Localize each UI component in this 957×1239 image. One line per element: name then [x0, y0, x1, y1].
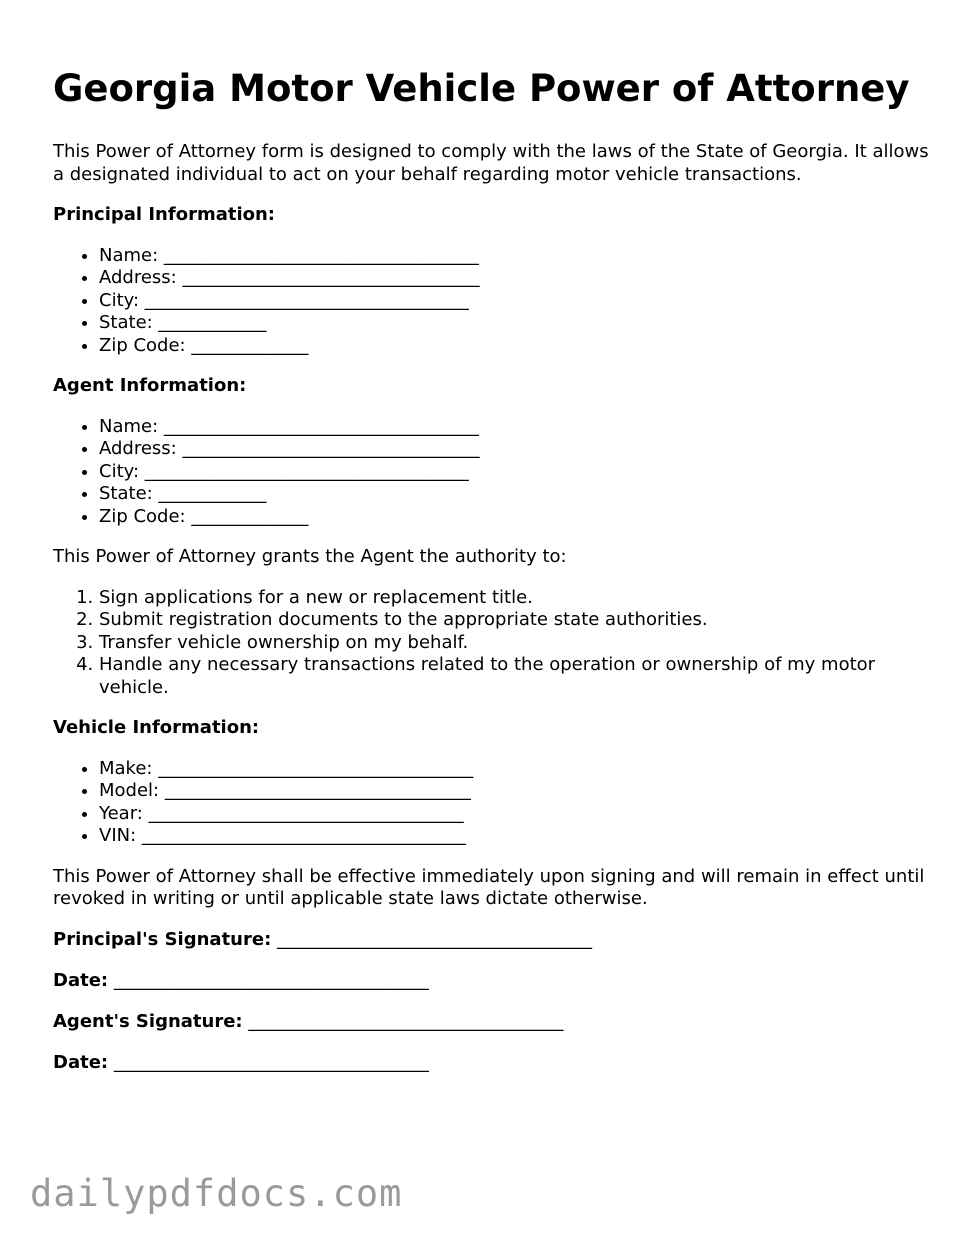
- principal-heading: Principal Information:: [53, 204, 276, 225]
- principal-city-field: • City: ____________________________________: [99, 290, 933, 313]
- vehicle-model-field: • Model: __________________________________: [99, 780, 933, 803]
- agent-address-field: • Address: _________________________________: [99, 438, 933, 461]
- principal-fields: [53, 245, 933, 358]
- agent-signature-line: [53, 1011, 933, 1034]
- principal-date-label: Date:: [53, 969, 109, 991]
- agent-fields: [53, 416, 933, 529]
- authority-list: [53, 587, 933, 700]
- authority-item: 3. Transfer vehicle ownership on my behalf.: [99, 632, 933, 655]
- agent-date-label: Date:: [53, 1051, 109, 1073]
- principal-state-field: • State: ____________: [99, 312, 933, 335]
- agent-city-field: • City: ____________________________________: [99, 461, 933, 484]
- agent-heading: Agent Information:: [53, 375, 247, 396]
- authority-item: 1. Sign applications for a new or replacement title.: [99, 587, 933, 610]
- principal-signature-line: [53, 929, 933, 952]
- agent-signature-label: Agent's Signature:: [53, 1010, 243, 1032]
- vehicle-year-field: • Year: ___________________________________: [99, 803, 933, 826]
- principal-signature-blank: ___________________________________: [271, 928, 593, 950]
- intro-paragraph: This Power of Attorney form is designed to comply with the laws of the State of Georgia. It allows a designated individual to act on your behalf regarding motor vehicle transactions.: [53, 141, 929, 185]
- agent-date-blank: ___________________________________: [108, 1051, 429, 1073]
- document-page: [53, 66, 933, 1093]
- effective-paragraph: This Power of Attorney shall be effective immediately upon signing and will remain in effect until revoked in writing or until applicable state laws dictate otherwise.: [53, 865, 925, 909]
- agent-date-line: [53, 1052, 933, 1075]
- vehicle-heading: Vehicle Information:: [53, 717, 260, 738]
- agent-zip-field: • Zip Code: _____________: [99, 506, 933, 529]
- vehicle-make-field: • Make: ___________________________________: [99, 758, 933, 781]
- vehicle-fields: [53, 758, 933, 848]
- authority-item: 2. Submit registration documents to the appropriate state authorities.: [99, 609, 933, 632]
- agent-state-field: • State: ____________: [99, 483, 933, 506]
- principal-name-field: • Name: ___________________________________: [99, 245, 933, 268]
- agent-signature-blank: ___________________________________: [242, 1010, 564, 1032]
- authority-item: 4. Handle any necessary transactions related to the operation or ownership of my motor vehicle.: [99, 654, 933, 699]
- principal-signature-label: Principal's Signature:: [53, 928, 272, 950]
- principal-date-blank: ___________________________________: [108, 969, 429, 991]
- agent-name-field: • Name: ___________________________________: [99, 416, 933, 439]
- vehicle-vin-field: • VIN: ____________________________________: [99, 825, 933, 848]
- principal-date-line: [53, 970, 933, 993]
- page-title: Georgia Motor Vehicle Power of Attorney: [53, 67, 910, 110]
- principal-zip-field: • Zip Code: _____________: [99, 335, 933, 358]
- principal-address-field: • Address: _________________________________: [99, 267, 933, 290]
- watermark: dailypdfdocs.com: [30, 1172, 403, 1215]
- authority-intro: This Power of Attorney grants the Agent the authority to:: [53, 546, 567, 567]
